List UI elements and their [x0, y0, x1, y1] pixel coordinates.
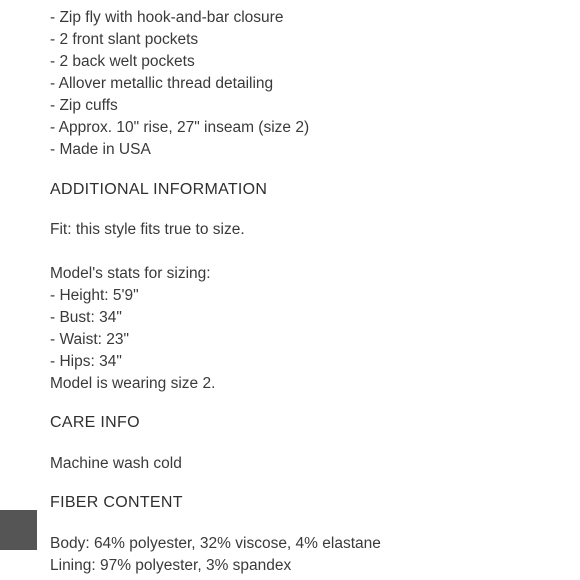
- detail-item: - Zip fly with hook-and-bar closure: [50, 9, 284, 26]
- model-stat-item: - Bust: 34": [50, 309, 122, 326]
- model-stats-title: Model's stats for sizing:: [50, 265, 211, 282]
- detail-item: - Approx. 10" rise, 27" inseam (size 2): [50, 119, 310, 136]
- model-stat-item: - Waist: 23": [50, 331, 129, 348]
- fiber-lining-text: Lining: 97% polyester, 3% spandex: [50, 557, 292, 574]
- model-stat-item: - Hips: 34": [50, 353, 122, 370]
- detail-item: - 2 back welt pockets: [50, 53, 195, 70]
- fit-text: Fit: this style fits true to size.: [50, 221, 245, 238]
- detail-item: - Zip cuffs: [50, 97, 118, 114]
- fiber-content-heading: FIBER CONTENT: [50, 494, 183, 511]
- model-stat-item: - Height: 5'9": [50, 287, 139, 304]
- additional-information-heading: ADDITIONAL INFORMATION: [50, 181, 268, 198]
- care-text: Machine wash cold: [50, 455, 182, 472]
- detail-item: - Allover metallic thread detailing: [50, 75, 274, 92]
- detail-item: - 2 front slant pockets: [50, 31, 199, 48]
- care-info-heading: CARE INFO: [50, 414, 140, 431]
- model-size-text: Model is wearing size 2.: [50, 375, 216, 392]
- detail-item: - Made in USA: [50, 141, 151, 158]
- fiber-body-text: Body: 64% polyester, 32% viscose, 4% elastane: [50, 535, 381, 552]
- dark-side-block: [0, 510, 37, 550]
